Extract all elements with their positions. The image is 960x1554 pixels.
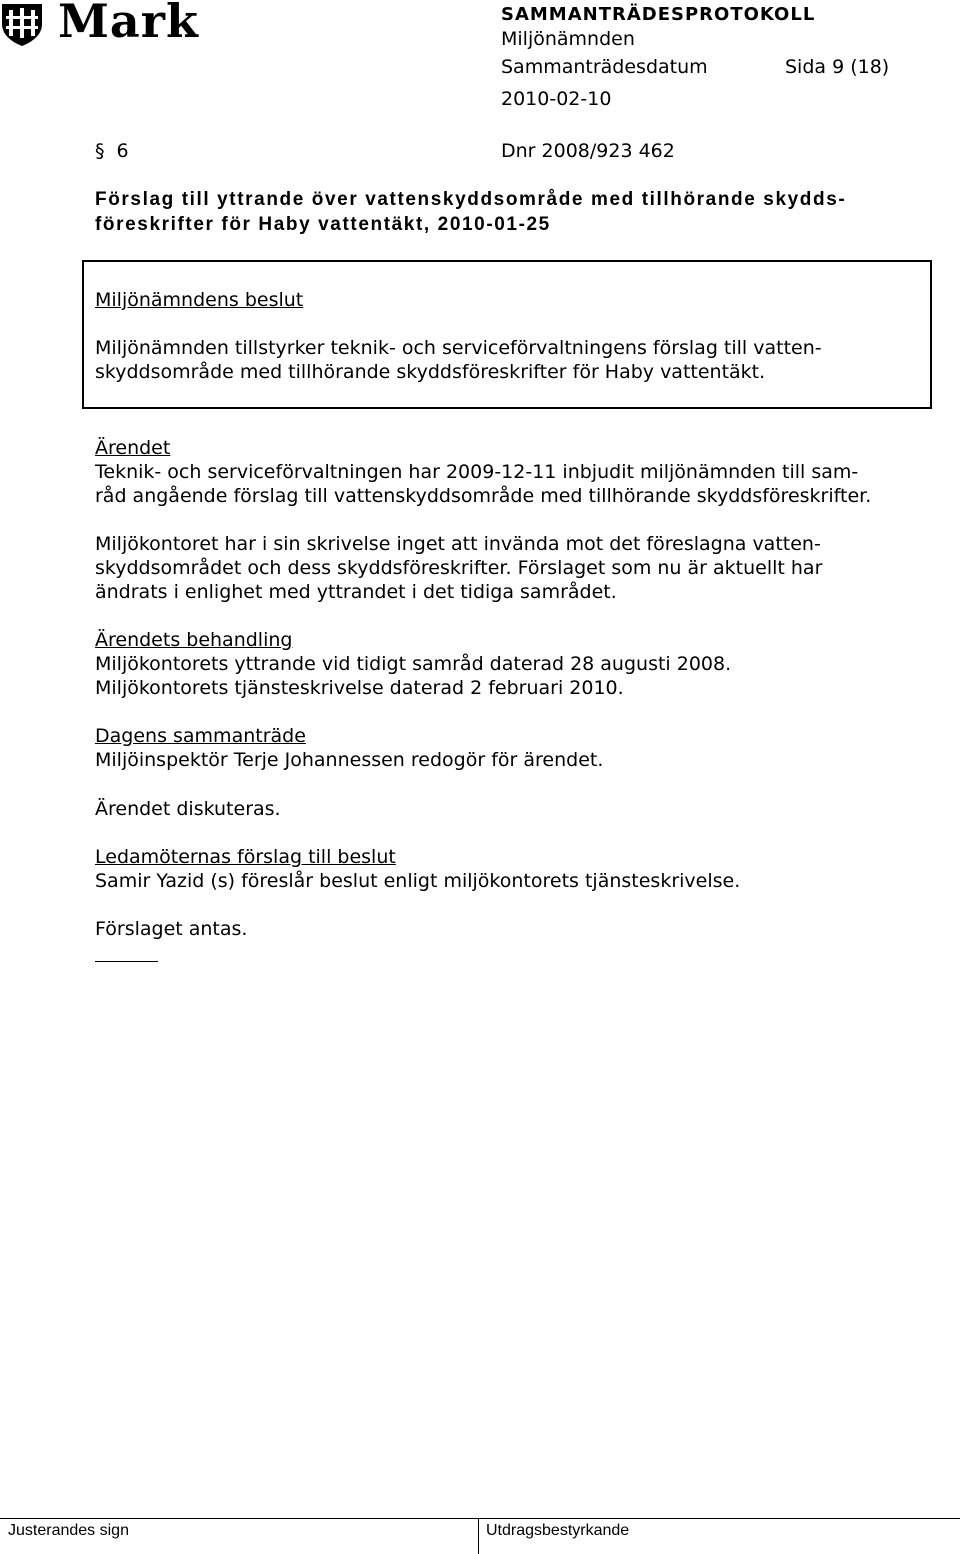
footer-justerandes-sign: Justerandes sign: [8, 1522, 129, 1539]
miljokontoret-section: [95, 532, 822, 604]
behandling-heading: Ärendets behandling: [95, 629, 293, 651]
case-title-line: föreskrifter för Haby vattentäkt, 2010-01-25: [95, 214, 551, 235]
protocol-title: SAMMANTRÄDESPROTOKOLL: [501, 4, 816, 25]
behandling-text: Miljökontorets tjänsteskrivelse daterad 2 februari 2010.: [95, 677, 624, 699]
decision-adopted-text: Förslaget antas.: [95, 918, 248, 940]
footer-rule: [0, 1518, 960, 1519]
decision-text: Miljönämnden tillstyrker teknik- och serviceförvaltningens förslag till vatten-: [95, 337, 822, 359]
arendet-heading: Ärendet: [95, 437, 171, 459]
section-symbol: [95, 140, 129, 162]
ledamoter-section: [95, 845, 740, 893]
coat-of-arms-icon: [0, 2, 44, 46]
decision-heading: Miljönämndens beslut: [95, 289, 304, 311]
behandling-section: [95, 628, 731, 700]
discussion-text: Ärendet diskuteras.: [95, 798, 281, 820]
dagens-heading: Dagens sammanträde: [95, 725, 306, 747]
meeting-date-label: Sammanträdesdatum: [501, 56, 708, 78]
decision-text: skyddsområde med tillhörande skyddsföreskrifter för Haby vattentäkt.: [95, 361, 766, 383]
case-title: [95, 187, 846, 237]
miljokontoret-text: ändrats i enlighet med yttrandet i det tidiga samrådet.: [95, 581, 617, 603]
miljokontoret-text: skyddsområdet och dess skyddsföreskrifter. Förslaget som nu är aktuellt har: [95, 557, 823, 579]
dagens-section: [95, 724, 603, 772]
committee-name: Miljönämnden: [501, 28, 635, 50]
section-sign: §: [95, 140, 105, 162]
miljokontoret-text: Miljökontoret har i sin skrivelse inget att invända mot det föreslagna vatten-: [95, 533, 821, 555]
meeting-date: 2010-02-10: [501, 88, 612, 110]
case-title-line: Förslag till yttrande över vattenskyddsområde med tillhörande skydds-: [95, 189, 847, 210]
footer-divider: [478, 1518, 479, 1554]
dagens-text: Miljöinspektör Terje Johannessen redogör för ärendet.: [95, 749, 604, 771]
arendet-section: [95, 436, 871, 508]
paragraph-number: 6: [116, 140, 129, 162]
footer-utdragsbestyrkande: Utdragsbestyrkande: [486, 1522, 630, 1539]
diary-number: Dnr 2008/923 462: [501, 140, 675, 162]
arendet-text: råd angående förslag till vattenskyddsområde med tillhörande skyddsföreskrifter.: [95, 485, 872, 507]
logo-wordmark: Mark: [58, 0, 199, 48]
ledamoter-heading: Ledamöternas förslag till beslut: [95, 846, 396, 868]
page-number: Sida 9 (18): [785, 56, 890, 78]
behandling-text: Miljökontorets yttrande vid tidigt samråd daterad 28 augusti 2008.: [95, 653, 732, 675]
end-rule: [95, 961, 158, 962]
ledamoter-text: Samir Yazid (s) föreslår beslut enligt miljökontorets tjänsteskrivelse.: [95, 870, 741, 892]
arendet-text: Teknik- och serviceförvaltningen har 2009-12-11 inbjudit miljönämnden till sam-: [95, 461, 859, 483]
decision-section: [95, 288, 822, 384]
